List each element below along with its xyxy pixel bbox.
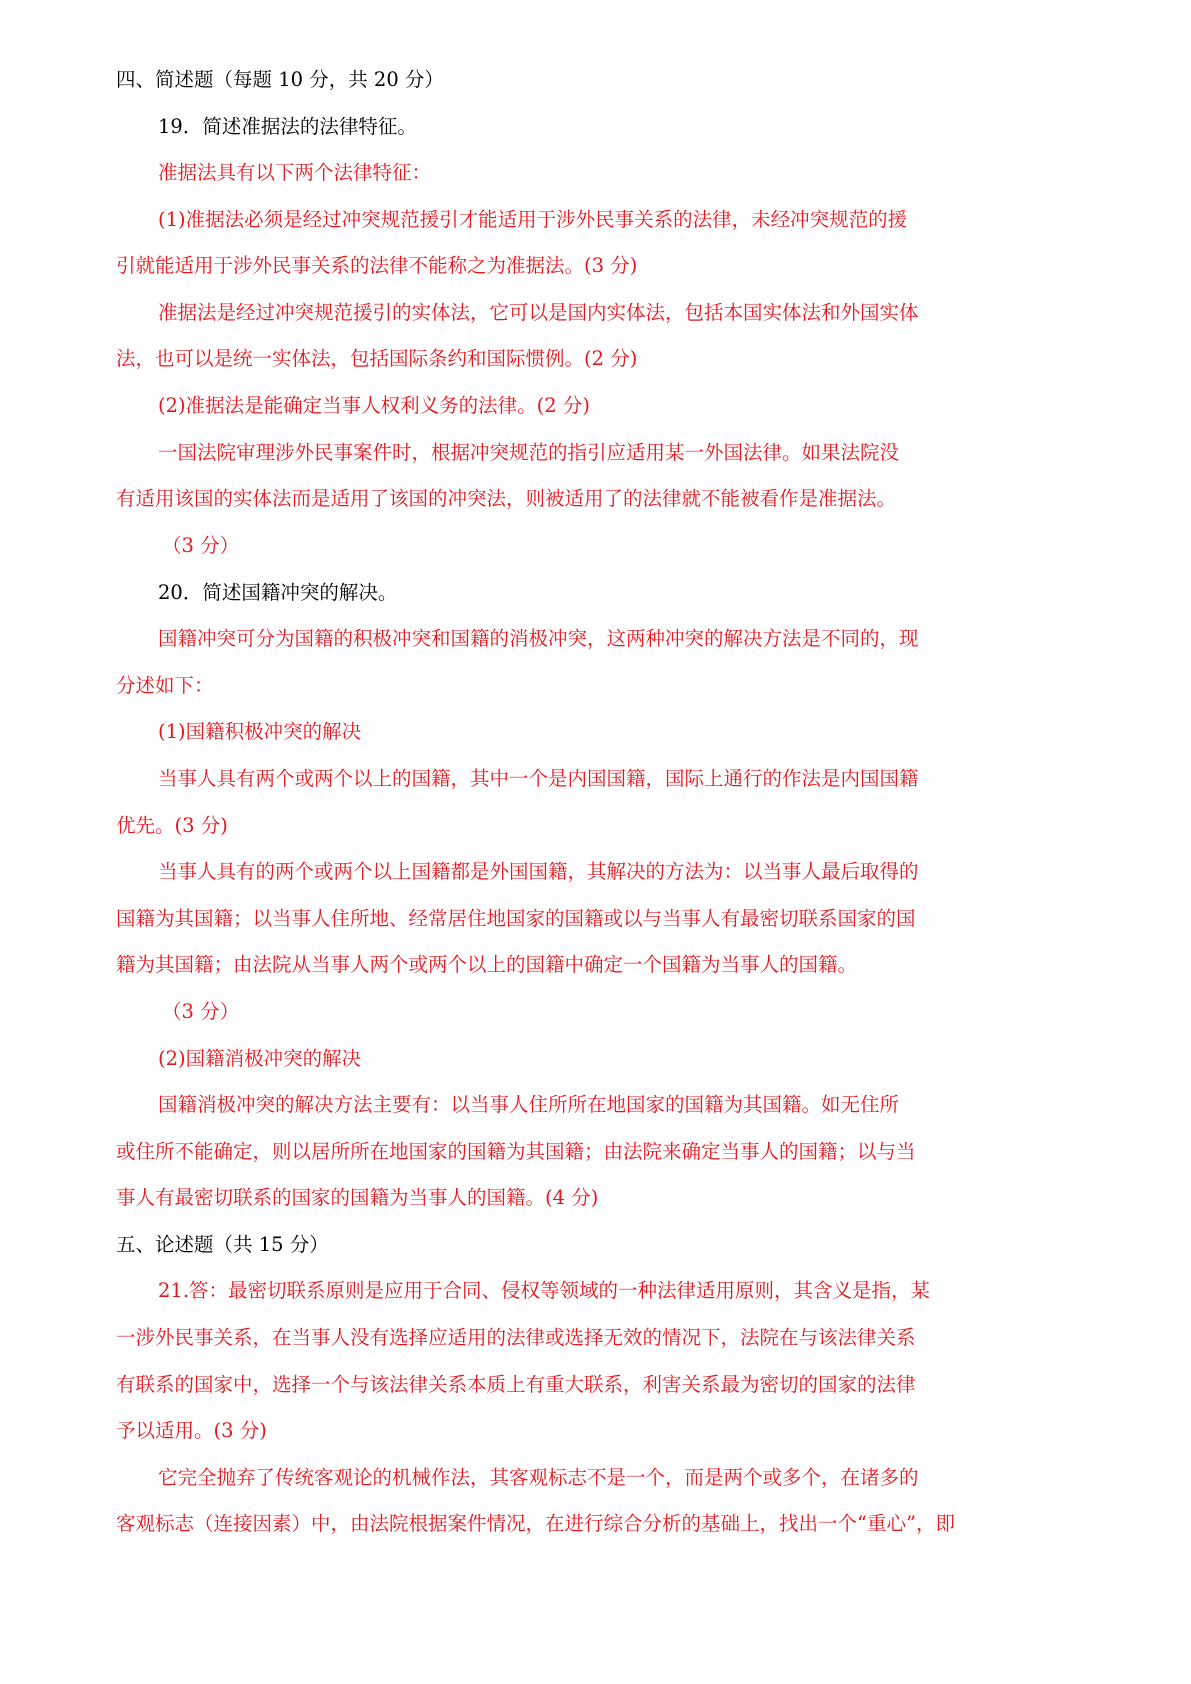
answer-line: 当事人具有的两个或两个以上国籍都是外国国籍，其解决的方法为：以当事人最后取得的 — [158, 860, 919, 883]
answer-line: (1)准据法必须是经过冲突规范援引才能适用于涉外民事关系的法律，未经冲突规范的援 — [158, 208, 908, 231]
answer-line: 一涉外民事关系，在当事人没有选择应适用的法律或选择无效的情况下，法院在与该法律关系 — [116, 1326, 916, 1349]
answer-line: 它完全抛弃了传统客观论的机械作法，其客观标志不是一个，而是两个或多个，在诸多的 — [158, 1466, 919, 1489]
answer-score: （3 分） — [162, 1000, 240, 1023]
answer-line: 国籍为其国籍；以当事人住所地、经常居住地国家的国籍或以与当事人有最密切联系国家的国 — [116, 907, 916, 930]
answer-line: 21.答：最密切联系原则是应用于合同、侵权等领域的一种法律适用原则，其含义是指，某 — [158, 1279, 931, 1302]
answer-line: 当事人具有两个或两个以上的国籍，其中一个是内国国籍，国际上通行的作法是内国国籍 — [158, 767, 919, 790]
answer-line: 国籍冲突可分为国籍的积极冲突和国籍的消极冲突，这两种冲突的解决方法是不同的，现 — [158, 627, 919, 650]
answer-line: 事人有最密切联系的国家的国籍为当事人的国籍。(4 分) — [116, 1186, 599, 1209]
answer-line: 有联系的国家中，选择一个与该法律关系本质上有重大联系，利害关系最为密切的国家的法律 — [116, 1373, 916, 1396]
answer-line: 或住所不能确定，则以居所所在地国家的国籍为其国籍；由法院来确定当事人的国籍；以与当 — [116, 1140, 916, 1163]
section-heading-essay: 五、论述题（共 15 分） — [116, 1233, 329, 1256]
answer-line: 分述如下： — [116, 674, 214, 697]
answer-line: 籍为其国籍；由法院从当事人两个或两个以上的国籍中确定一个国籍为当事人的国籍。 — [116, 953, 858, 976]
answer-line: 引就能适用于涉外民事关系的法律不能称之为准据法。(3 分) — [116, 254, 638, 277]
answer-line: (1)国籍积极冲突的解决 — [158, 720, 362, 743]
answer-line: 法，也可以是统一实体法，包括国际条约和国际惯例。(2 分) — [116, 347, 638, 370]
question-20: 20．简述国籍冲突的解决。 — [158, 581, 398, 604]
answer-line: (2)国籍消极冲突的解决 — [158, 1047, 362, 1070]
answer-score: （3 分） — [162, 534, 240, 557]
answer-line: 优先。(3 分) — [116, 814, 228, 837]
answer-line: 予以适用。(3 分) — [116, 1419, 267, 1442]
answer-line: (2)准据法是能确定当事人权利义务的法律。(2 分) — [158, 394, 590, 417]
answer-line: 有适用该国的实体法而是适用了该国的冲突法，则被适用了的法律就不能被看作是准据法。 — [116, 487, 897, 510]
answer-line: 国籍消极冲突的解决方法主要有：以当事人住所所在地国家的国籍为其国籍。如无住所 — [158, 1093, 900, 1116]
answer-line: 准据法具有以下两个法律特征： — [158, 161, 432, 184]
answer-line: 一国法院审理涉外民事案件时，根据冲突规范的指引应适用某一外国法律。如果法院没 — [158, 441, 900, 464]
answer-line: 准据法是经过冲突规范援引的实体法，它可以是国内实体法，包括本国实体法和外国实体 — [158, 301, 919, 324]
question-19: 19．简述准据法的法律特征。 — [158, 115, 417, 138]
answer-line: 客观标志（连接因素）中，由法院根据案件情况，在进行综合分析的基础上，找出一个“重心”，即 — [116, 1512, 955, 1535]
section-heading-short-answer: 四、简述题（每题 10 分，共 20 分） — [116, 68, 444, 91]
